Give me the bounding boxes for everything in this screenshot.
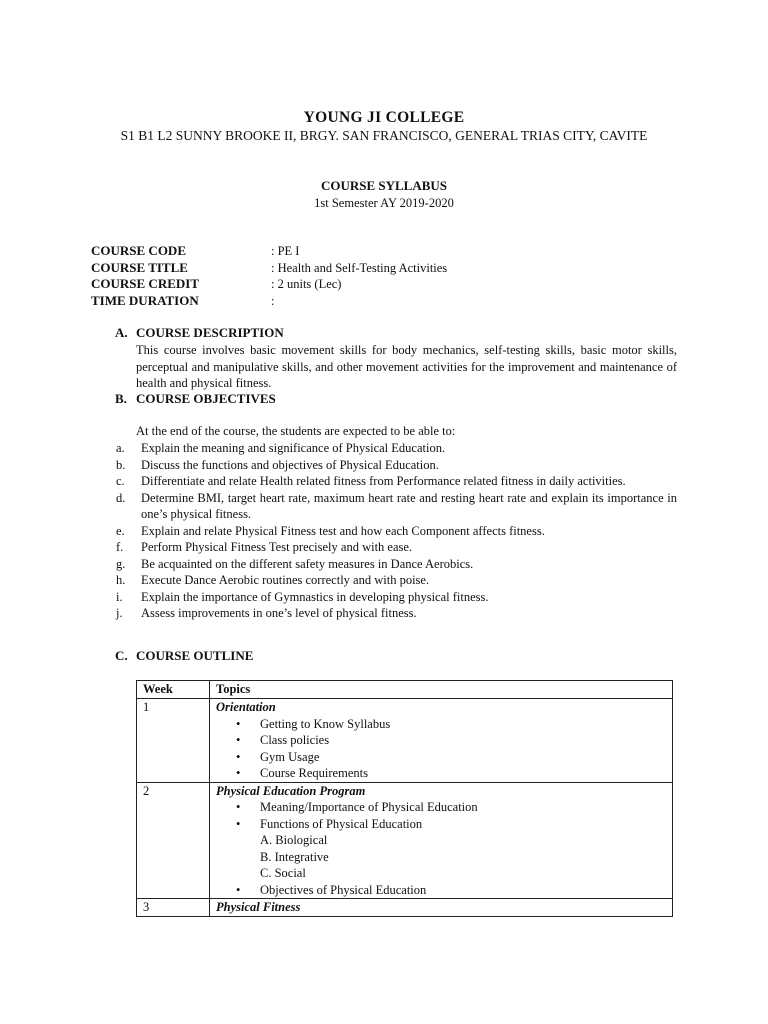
objective-text: Explain the meaning and significance of Physical Education.	[141, 441, 446, 455]
objective-item	[116, 523, 677, 540]
sub-list-item: B. Integrative	[260, 849, 329, 864]
objective-item	[116, 539, 677, 556]
topic-title: Physical Education Program	[216, 783, 366, 798]
college-name: YOUNG JI COLLEGE	[303, 109, 465, 126]
objective-text: Discuss the functions and objectives of Physical Education.	[141, 457, 439, 472]
objective-marker: g.	[116, 556, 126, 571]
objective-marker: j.	[116, 606, 123, 620]
semester-line: 1st Semester AY 2019-2020	[314, 196, 454, 210]
section-letter: C.	[115, 648, 128, 663]
table-header-row	[137, 681, 673, 699]
objective-text: Differentiate and relate Health related fitness from Performance related fitness in daily activities.	[141, 474, 626, 488]
objective-item	[116, 473, 677, 490]
info-label: COURSE TITLE	[91, 259, 188, 275]
objective-item	[116, 572, 677, 589]
sub-list-item: C. Social	[260, 866, 306, 880]
objective-marker: i.	[116, 589, 123, 604]
table-row	[137, 782, 673, 899]
table-row	[137, 699, 673, 783]
course-description-text: This course involves basic movement skills for body mechanics, self-testing skills, basic motor skills, perceptual and manipulative skills, and other movement activities for the improvement and maintenance of health and physical fitness.	[136, 343, 677, 390]
topics-cell	[210, 699, 673, 783]
table-row	[137, 899, 673, 917]
objective-marker: b.	[116, 457, 126, 472]
topics-cell	[210, 782, 673, 899]
column-header-week: Week	[137, 681, 210, 699]
objective-text: Assess improvements in one’s level of physical fitness.	[141, 606, 417, 620]
objective-text: Explain the importance of Gymnastics in developing physical fitness.	[141, 589, 489, 604]
section-heading-objectives	[0, 391, 768, 408]
objective-marker: a.	[116, 441, 125, 455]
objective-item	[116, 440, 677, 457]
section-letter: B.	[115, 391, 127, 406]
topic-title: Orientation	[216, 700, 276, 714]
topic-bullets	[216, 882, 668, 899]
info-label: COURSE CODE	[91, 243, 186, 258]
objective-marker: h.	[116, 573, 126, 587]
objective-text: Perform Physical Fitness Test precisely and with ease.	[141, 540, 413, 554]
objective-item	[116, 605, 677, 622]
objectives-intro: At the end of the course, the students are expected to be able to:	[136, 424, 456, 438]
time-duration-row	[91, 293, 691, 310]
list-item: • Meaning/Importance of Physical Education	[216, 799, 668, 816]
week-cell: 3	[137, 899, 210, 917]
course-title-row	[91, 260, 691, 277]
objective-item	[116, 589, 677, 606]
objectives-list	[116, 440, 677, 622]
college-address: S1 B1 L2 SUNNY BROOKE II, BRGY. SAN FRANCISCO, GENERAL TRIAS CITY, CAVITE	[120, 128, 648, 143]
section-title: COURSE OBJECTIVES	[136, 391, 276, 406]
info-label: TIME DURATION	[91, 292, 199, 308]
list-item: • Gym Usage	[216, 749, 668, 766]
objective-item	[116, 490, 677, 523]
info-value: : 2 units (Lec)	[271, 277, 342, 291]
topic-bullets	[216, 799, 668, 832]
section-heading-outline	[0, 648, 768, 665]
course-code-row	[91, 243, 691, 260]
list-item: • Course Requirements	[216, 765, 668, 782]
info-value: : PE I	[271, 244, 300, 258]
week-cell: 1	[137, 699, 210, 783]
objective-item	[116, 457, 677, 474]
objective-text: Execute Dance Aerobic routines correctly and with poise.	[141, 573, 430, 587]
objective-marker: e.	[116, 523, 125, 538]
info-value: :	[271, 293, 275, 308]
list-item: • Functions of Physical Education	[216, 816, 668, 833]
objective-marker: f.	[116, 540, 124, 554]
course-info-block	[91, 243, 691, 309]
course-credit-row	[91, 276, 691, 293]
course-outline-table	[136, 680, 673, 917]
document-title: COURSE SYLLABUS	[320, 178, 448, 193]
list-item: • Objectives of Physical Education	[216, 882, 668, 899]
section-title: COURSE DESCRIPTION	[136, 325, 284, 340]
objective-text: Explain and relate Physical Fitness test and how each Component affects fitness.	[141, 523, 545, 538]
objective-marker: c.	[116, 474, 125, 488]
list-item: • Class policies	[216, 732, 668, 749]
section-title: COURSE OUTLINE	[136, 648, 254, 663]
sub-list-item: A. Biological	[260, 833, 328, 847]
info-label: COURSE CREDIT	[91, 276, 199, 291]
info-value: : Health and Self-Testing Activities	[271, 260, 448, 275]
objective-text: Be acquainted on the different safety measures in Dance Aerobics.	[141, 556, 474, 571]
section-letter: A.	[115, 325, 128, 340]
topics-cell	[210, 899, 673, 917]
column-header-topics: Topics	[210, 681, 673, 699]
week-cell: 2	[137, 782, 210, 899]
objective-item	[116, 556, 677, 573]
section-heading-description	[0, 325, 768, 342]
objective-marker: d.	[116, 490, 126, 505]
topic-bullets	[216, 716, 668, 782]
list-item: • Getting to Know Syllabus	[216, 716, 668, 733]
topic-title: Physical Fitness	[216, 900, 301, 914]
objective-text: Determine BMI, target heart rate, maximum heart rate and resting heart rate and explain its importance in one’s physical fitness.	[141, 490, 677, 521]
